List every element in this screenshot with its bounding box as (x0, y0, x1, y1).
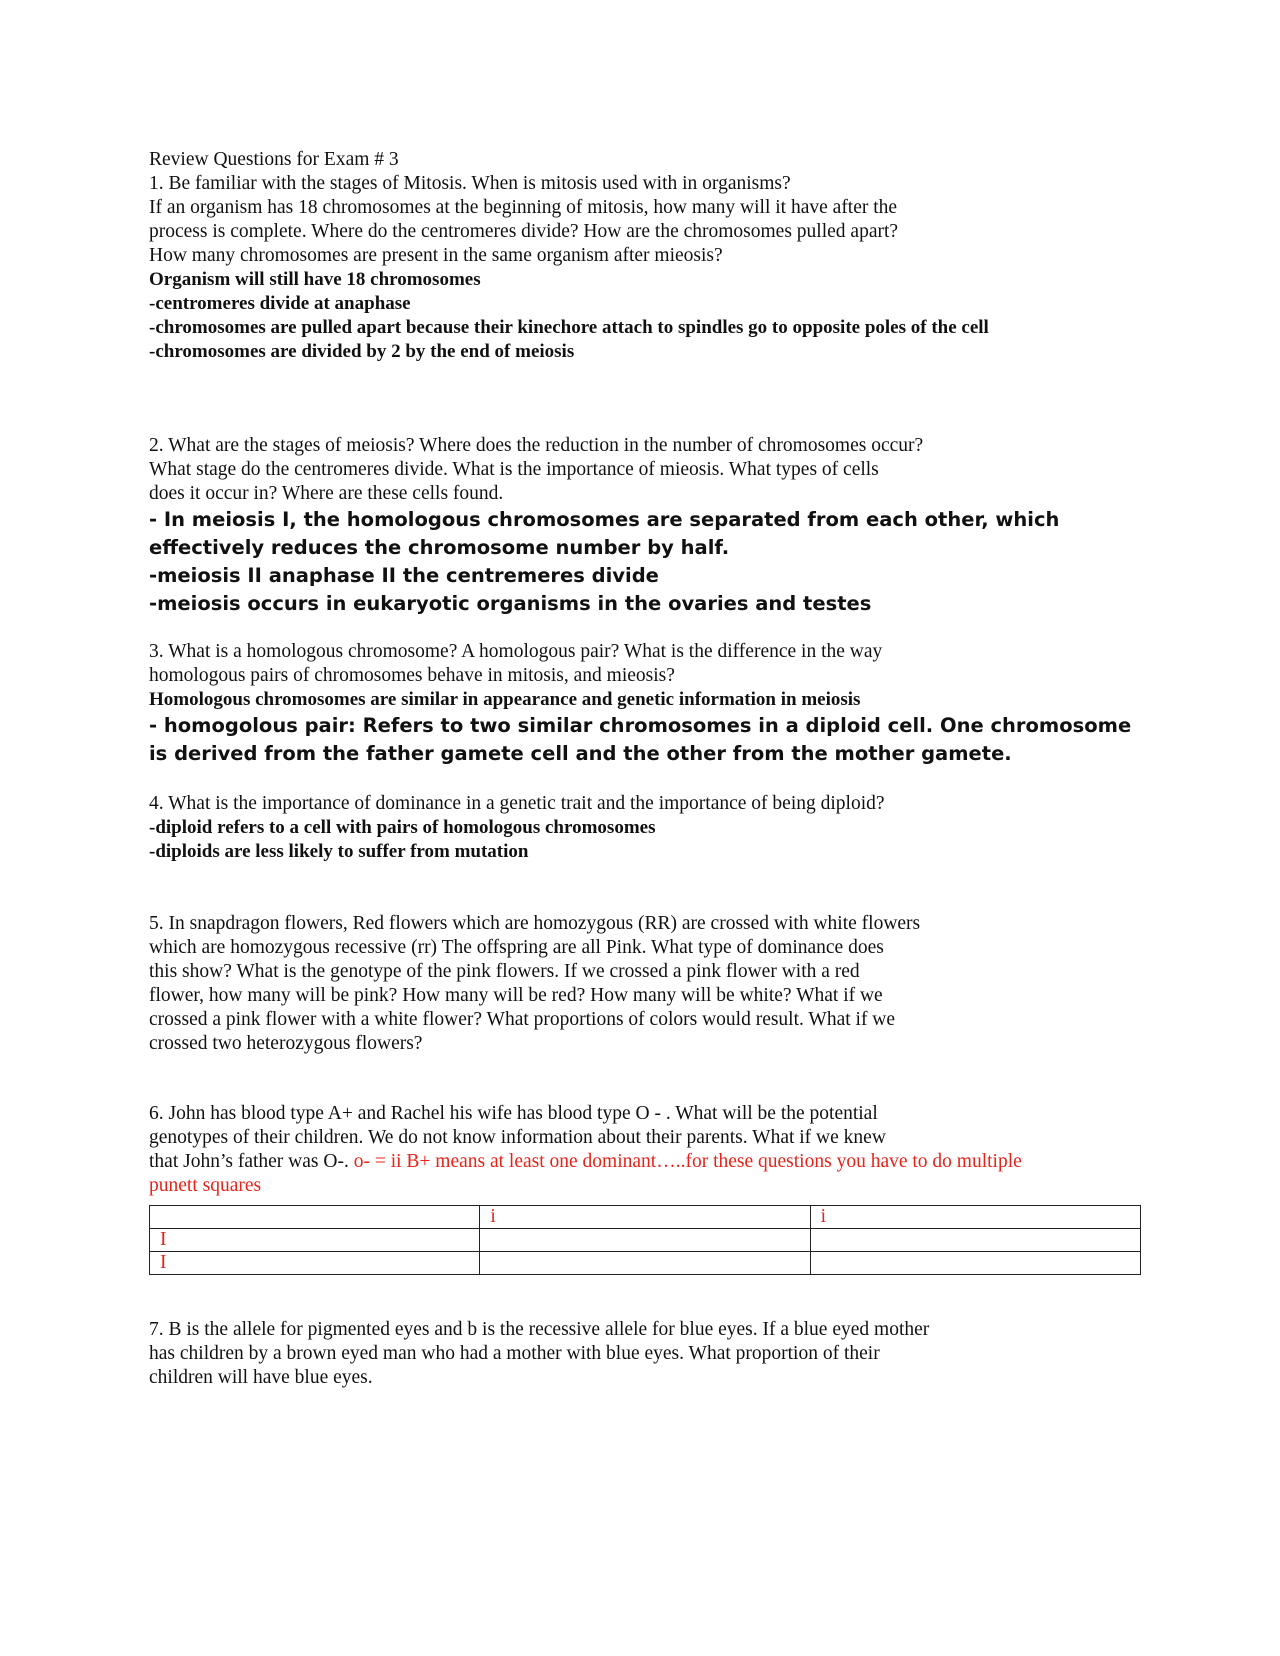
q2-answer: -meiosis occurs in eukaryotic organisms in the ovaries and testes (149, 592, 872, 615)
q1-answer: -chromosomes are pulled apart because their kinechore attach to spindles go to opposite poles of the cell (149, 317, 989, 338)
question-3-block (149, 640, 1139, 688)
q2-line: What stage do the centromeres divide. What is the importance of mieosis. What types of cells (149, 459, 879, 480)
q6-hint: o- = ii B+ means at least one dominant…..for these questions you have to do multiple (353, 1151, 1022, 1172)
question-7-block (149, 1318, 1139, 1390)
q3-answer-sans (149, 712, 1139, 768)
q1-answers (149, 268, 1139, 364)
q3-line: 3. What is a homologous chromosome? A homologous pair? What is the difference in the way (149, 641, 883, 662)
table-cell (150, 1206, 480, 1229)
q7-line: 7. B is the allele for pigmented eyes and b is the recessive allele for blue eyes. If a blue eyed mother (149, 1319, 930, 1340)
q6-text: that John’s father was O-. (149, 1151, 354, 1172)
q1-line: If an organism has 18 chromosomes at the beginning of mitosis, how many will it have after the (149, 197, 898, 218)
table-cell: I (150, 1252, 480, 1275)
q4-line: 4. What is the importance of dominance in a genetic trait and the importance of being diploid? (149, 793, 885, 814)
question-2-block (149, 434, 1139, 506)
table-cell (810, 1252, 1140, 1275)
q5-line: flower, how many will be pink? How many will be red? How many will be white? What if we (149, 985, 883, 1006)
q6-line: 6. John has blood type A+ and Rachel his wife has blood type O - . What will be the potential (149, 1103, 878, 1124)
q2-line: 2. What are the stages of meiosis? Where does the reduction in the number of chromosomes occur? (149, 435, 924, 456)
q3-answer-serif (149, 688, 1139, 712)
q4-answer: -diploids are less likely to suffer from mutation (149, 841, 529, 862)
q5-line: crossed a pink flower with a white flower? What proportions of colors would result. What if we (149, 1009, 896, 1030)
table-row (150, 1206, 1141, 1229)
q5-line: crossed two heterozygous flowers? (149, 1033, 423, 1054)
table-cell (480, 1252, 810, 1275)
q3-answer: Homologous chromosomes are similar in appearance and genetic information in meiosis (149, 689, 861, 710)
document-title: Review Questions for Exam # 3 (149, 149, 399, 170)
question-1-block (149, 148, 1139, 268)
q1-line: 1. Be familiar with the stages of Mitosis. When is mitosis used with in organisms? (149, 173, 791, 194)
table-cell: i (810, 1206, 1140, 1229)
q4-answer: -diploid refers to a cell with pairs of homologous chromosomes (149, 817, 656, 838)
q1-line: process is complete. Where do the centromeres divide? How are the chromosomes pulled apart? (149, 221, 899, 242)
q1-answer: Organism will still have 18 chromosomes (149, 269, 481, 290)
table-row (150, 1252, 1141, 1275)
table-row (150, 1229, 1141, 1252)
q1-line: How many chromosomes are present in the same organism after mieosis? (149, 245, 723, 266)
q4-answers (149, 816, 1139, 864)
q6-line: genotypes of their children. We do not know information about their parents. What if we knew (149, 1127, 886, 1148)
question-5-block (149, 912, 1139, 1056)
q5-line: 5. In snapdragon flowers, Red flowers which are homozygous (RR) are crossed with white flowers (149, 913, 921, 934)
question-6-block (149, 1102, 1139, 1198)
q7-line: has children by a brown eyed man who had a mother with blue eyes. What proportion of their (149, 1343, 880, 1364)
question-4-block (149, 792, 1139, 816)
q6-hint: punett squares (149, 1175, 262, 1196)
q2-answers (149, 506, 1139, 618)
q6-line-3 (149, 1150, 1139, 1174)
table-cell (480, 1229, 810, 1252)
punnett-square-table (149, 1205, 1141, 1275)
q5-line: which are homozygous recessive (rr) The offspring are all Pink. What type of dominance does (149, 937, 884, 958)
q3-line: homologous pairs of chromosomes behave in mitosis, and mieosis? (149, 665, 675, 686)
q5-line: this show? What is the genotype of the pink flowers. If we crossed a pink flower with a red (149, 961, 860, 982)
q2-answer: -meiosis II anaphase II the centremeres divide (149, 564, 659, 587)
table-cell: I (150, 1229, 480, 1252)
q2-line: does it occur in? Where are these cells found. (149, 483, 504, 504)
q1-answer: -chromosomes are divided by 2 by the end of meiosis (149, 341, 575, 362)
q7-line: children will have blue eyes. (149, 1367, 373, 1388)
table-cell (810, 1229, 1140, 1252)
q2-answer: - In meiosis I, the homologous chromosomes are separated from each other, which effectively reduces the chromosome number by half. (149, 508, 1060, 559)
q1-answer: -centromeres divide at anaphase (149, 293, 411, 314)
table-cell: i (480, 1206, 810, 1229)
q3-answer: - homogolous pair: Refers to two similar chromosomes in a diploid cell. One chromosome is derived from the father gamete cell and the other from the mother gamete. (149, 714, 1132, 765)
